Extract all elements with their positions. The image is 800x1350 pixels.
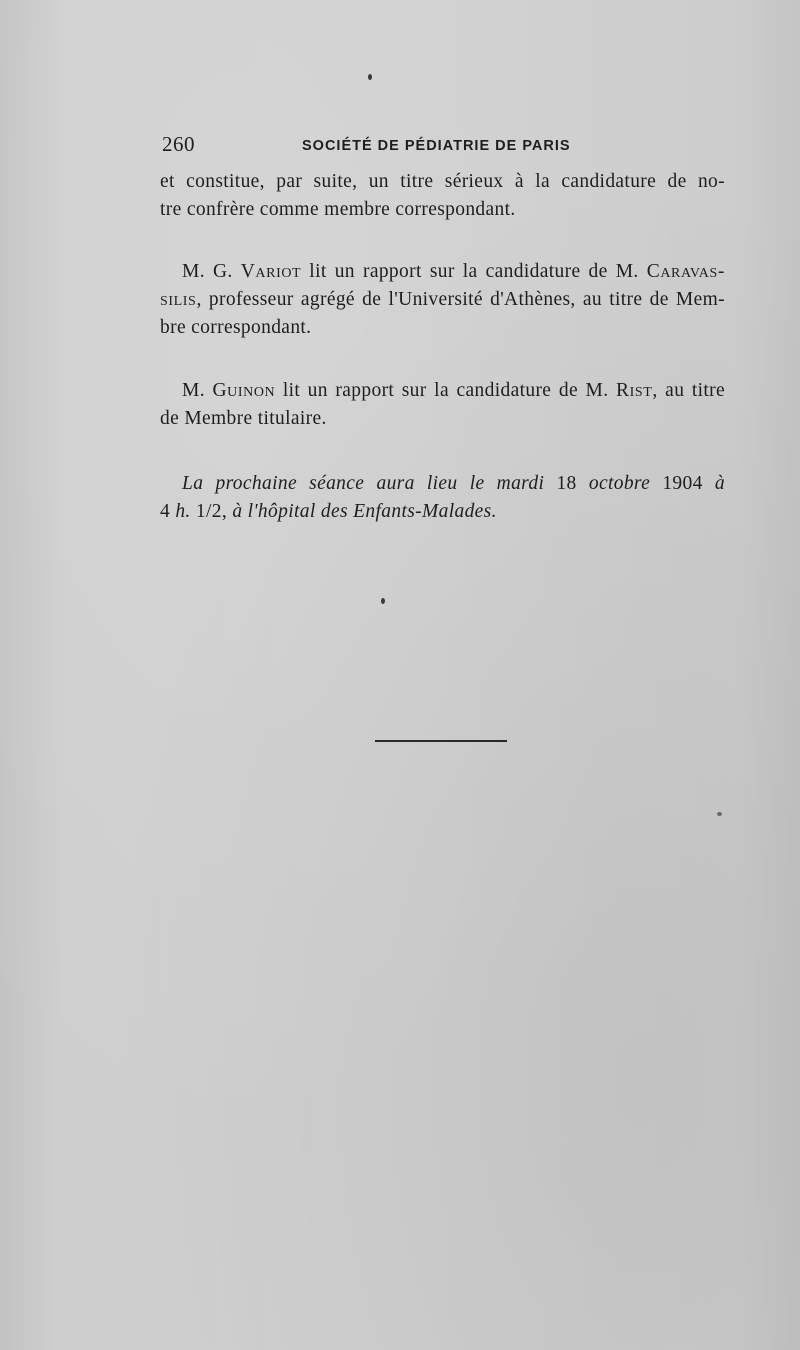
text-line: [160, 258, 725, 286]
time-fraction: 1/2,: [195, 501, 233, 522]
italic-span: à l'hôpital des Enfants-Malades.: [232, 501, 497, 522]
running-title: SOCIÉTÉ DE PÉDIATRIE DE PARIS: [302, 138, 571, 154]
date-year: 1904: [650, 473, 715, 494]
text-line: [160, 377, 725, 405]
italic-span: La prochaine séance aura lieu le mardi: [182, 473, 545, 494]
text-span: lit un rapport sur la candidature de M.: [275, 380, 616, 401]
end-rule: [375, 740, 507, 742]
author-name: Guinon: [212, 380, 276, 401]
candidate-name-cont: silis: [160, 289, 197, 310]
italic-span: octobre: [588, 473, 651, 494]
paragraph-2: [160, 258, 725, 342]
text-span: lit un rapport sur la candidature de M.: [301, 261, 647, 282]
paragraph-4: [160, 470, 725, 526]
candidate-name: Rist: [615, 380, 653, 401]
candidate-name: Caravas-: [646, 261, 725, 282]
text-span: , au titre: [652, 380, 725, 401]
page-header: [162, 132, 722, 162]
text-line: de Membre titulaire.: [160, 408, 327, 429]
italic-span: h.: [170, 501, 196, 522]
text-line: bre correspondant.: [160, 317, 312, 338]
text-line: [160, 498, 725, 526]
time-hour: 4: [160, 501, 171, 522]
paragraph-3: [160, 377, 725, 433]
text-span: M. G.: [182, 261, 241, 282]
date-day: 18: [544, 473, 589, 494]
text-span: M.: [182, 380, 213, 401]
body-text: [160, 168, 725, 526]
text-line: tre confrère comme membre correspondant.: [160, 199, 516, 220]
italic-span: à: [714, 473, 726, 494]
page-number: 260: [162, 132, 195, 156]
ink-speck: [381, 598, 385, 604]
text-span: , professeur agrégé de l'Université d'Athènes, au titre de Mem-: [196, 289, 725, 310]
ink-speck: [368, 74, 372, 80]
text-line: [160, 470, 725, 498]
author-name: Variot: [240, 261, 302, 282]
text-line: [160, 286, 725, 314]
paragraph-1: [160, 168, 725, 224]
text-line: et constitue, par suite, un titre sérieux à la candidature de no-: [160, 171, 725, 192]
ink-speck: [717, 812, 722, 816]
